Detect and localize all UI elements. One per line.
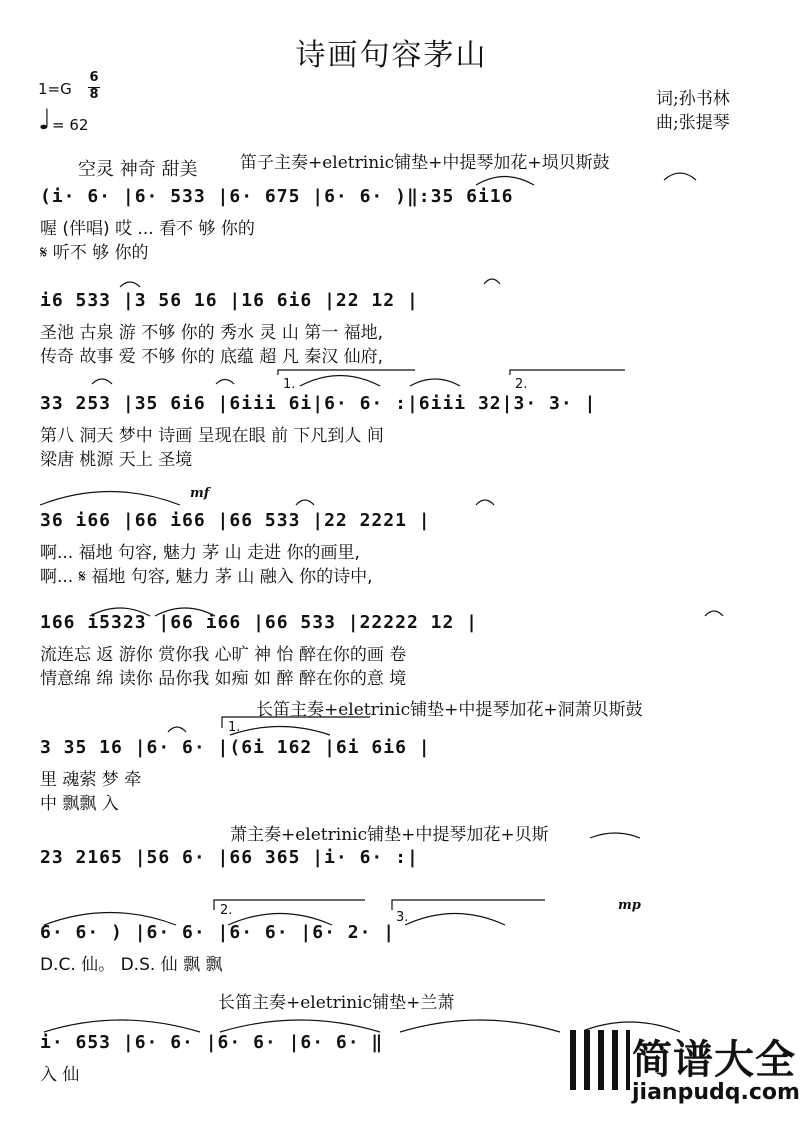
piano-keys-logo-icon [570,1030,630,1090]
time-sig-top: 6 [89,70,99,85]
notation-row-1: (i· 6· |6· 533 |6· 675 |6· 6· )‖:35 6i16 [40,186,514,207]
lyric-row-1-2: 𝄋 听不 够 你的 [40,243,149,263]
instrumentation-3: 萧主奏+eletrinic铺垫+中提琴加花+贝斯 [230,825,549,845]
instrumentation-2: 长笛主奏+eletrinic铺垫+中提琴加花+洞萧贝斯鼓 [256,700,643,720]
lyric-row-4-2: 啊... 𝄋 福地 句容, 魅力 茅 山 融入 你的诗中, [40,567,373,587]
lyric-row-4-1: 啊... 福地 句容, 魅力 茅 山 走进 你的画里, [40,543,360,563]
lyric-row-3-2: 梁唐 桃源 天上 圣境 [40,450,193,470]
lyric-row-6-2: 中 飘飘 入 [40,794,119,814]
site-logo-url[interactable]: jianpudq.com [632,1080,800,1105]
lyric-row-5-1: 流连忘 返 游你 赏你我 心旷 神 怡 醉在你的画 卷 [40,645,407,665]
notation-row-5: 166 i5323 |66 i66 |66 533 |22222 12 | [40,612,478,633]
volta-2: 2. [515,377,528,392]
notation-row-3: 33 253 |35 6i6 |6iii 6i|6· 6· :|6iii 32|3· 3· | [40,393,597,414]
lyric-row-9-1: 入 仙 [40,1065,80,1085]
volta-3: 3. [396,910,409,925]
volta-1b: 1. [228,720,241,735]
lyric-row-3-1: 第八 洞天 梦中 诗画 呈现在眼 前 下凡到人 间 [40,426,384,446]
instrumentation-4: 长笛主奏+eletrinic铺垫+兰萧 [218,993,455,1013]
song-title: 诗画句容茅山 [295,38,488,73]
lyric-row-2-1: 圣池 古泉 游 不够 你的 秀水 灵 山 第一 福地, [40,323,384,343]
notation-row-6: 3 35 16 |6· 6· |(6i 162 |6i 6i6 | [40,737,431,758]
notation-row-2: i6 533 |3 56 16 |16 6i6 |22 12 | [40,290,419,311]
volta-2b: 2. [220,903,233,918]
site-logo-text[interactable]: 简谱大全 [632,1037,796,1083]
style-marking: 空灵 神奇 甜美 [78,159,198,180]
lyric-row-6-1: 里 魂萦 梦 牵 [40,770,142,790]
key-signature: 1=G [38,80,72,98]
dynamic-mf: mf [190,486,210,501]
lyric-row-5-2: 情意绵 绵 读你 品你我 如痴 如 醉 醉在你的意 境 [40,669,407,689]
notation-row-7: 23 2165 |56 6· |66 365 |i· 6· :| [40,847,419,868]
time-sig-bottom: 8 [89,87,99,102]
lyric-row-8-1: D.C. 仙。 D.S. 仙 飘 飘 [40,955,223,975]
lyricist: 词;孙书林 [656,89,730,109]
volta-1: 1. [283,377,296,392]
lyric-row-2-2: 传奇 故事 爱 不够 你的 底蕴 超 凡 秦汉 仙府, [40,347,384,367]
quarter-note-icon: ♩ [38,103,52,136]
tempo-mark: = 62 [52,116,89,134]
instrumentation-1: 笛子主奏+eletrinic铺垫+中提琴加花+埙贝斯鼓 [240,153,610,173]
notation-row-8: 6· 6· ) |6· 6· |6· 6· |6· 2· | [40,922,396,943]
composer: 曲;张提琴 [656,113,730,133]
dynamic-mp: mp [618,898,641,913]
lyric-row-1-1: 喔 (伴唱) 哎 ... 看不 够 你的 [40,219,255,239]
notation-row-9: i· 653 |6· 6· |6· 6· |6· 6· ‖ [40,1032,384,1053]
notation-row-4: 36 i66 |66 i66 |66 533 |22 2221 | [40,510,431,531]
